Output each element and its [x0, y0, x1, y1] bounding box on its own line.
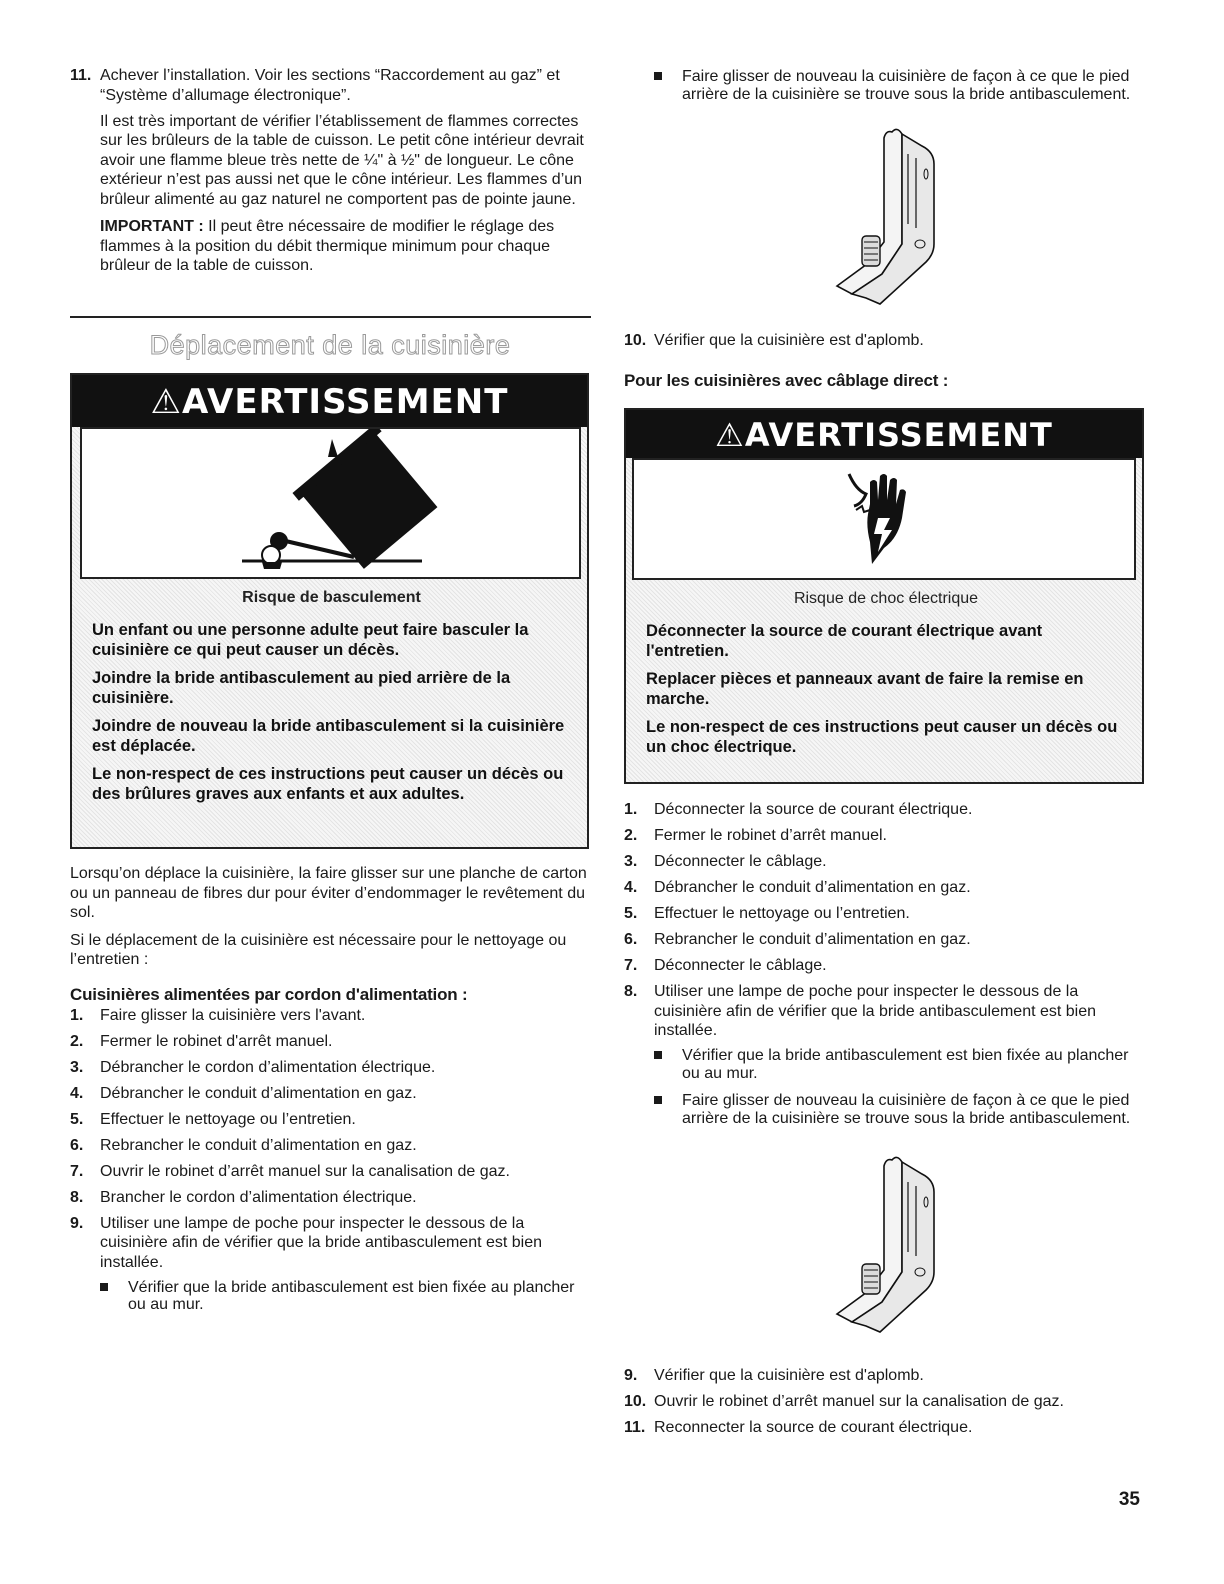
- bullet-text: Faire glisser de nouveau la cuisinière de façon à ce que le pied arrière de la cuisinière se trouve sous la bride antibasculement.: [682, 1092, 1131, 1127]
- electric-shock-icon: [634, 460, 1134, 578]
- step-11: [70, 66, 590, 105]
- right-column-top: [624, 68, 1144, 113]
- important-paragraph: [100, 217, 590, 276]
- step-number: 10.: [624, 1393, 647, 1410]
- bullet-item: [624, 1047, 1144, 1082]
- step-text: Effectuer le nettoyage ou l’entretien.: [654, 905, 910, 922]
- direct-wire-subheading: Pour les cuisinières avec câblage direct :: [624, 371, 949, 390]
- step-text: Achever l’installation. Voir les sections “Raccordement au gaz” et “Système d’allumage électronique”.: [100, 67, 560, 104]
- step-number: 4.: [70, 1084, 84, 1102]
- step-item: [624, 930, 1144, 950]
- move-paragraph: Lorsqu’on déplace la cuisinière, la faire glisser sur une planche de carton ou un panneau de fibres dur pour éviter d’endommager le revêtement du sol.: [70, 865, 587, 921]
- step-number: 10.: [624, 332, 647, 349]
- step-item: [70, 1084, 590, 1104]
- bullet-square: [100, 1283, 108, 1291]
- step-text: Reconnecter la source de courant électrique.: [654, 1419, 973, 1436]
- step-number: 11.: [624, 1419, 646, 1436]
- step-item: [624, 982, 1144, 1041]
- step-item: [624, 878, 1144, 898]
- warning-title: Risque de choc électrique: [793, 590, 979, 607]
- bullet-item: [624, 1092, 1144, 1127]
- cord-subheading: Cuisinières alimentées par cordon d'alimentation :: [70, 984, 468, 1004]
- tip-over-icon: [82, 429, 579, 577]
- bullet-square: [654, 1051, 662, 1059]
- step-item: [624, 826, 1144, 846]
- right-step-10: [624, 331, 1144, 357]
- warning-line: Déconnecter la source de courant électrique avant l'entretien.: [646, 622, 1043, 660]
- section-divider: [70, 316, 591, 318]
- step-text: Utiliser une lampe de poche pour inspecter le dessous de la cuisinière afin de vérifier que la bride antibasculement est bien installée.: [654, 983, 1097, 1039]
- warning-line: Replacer pièces et panneaux avant de faire la remise en marche.: [646, 670, 1084, 708]
- left-column-bottom: [70, 864, 590, 1324]
- bullet-text: Vérifier que la bride antibasculement est bien fixée au plancher ou au mur.: [128, 1278, 575, 1313]
- step-text: Vérifier que la cuisinière est d'aplomb.: [654, 1367, 924, 1384]
- bullet-text: Vérifier que la bride antibasculement est bien fixée au plancher ou au mur.: [682, 1047, 1129, 1082]
- step-text: Débrancher le conduit d’alimentation en gaz.: [100, 1084, 417, 1102]
- step-number: 3.: [624, 853, 638, 870]
- step-number: 3.: [70, 1058, 84, 1076]
- direct-wire-steps-list: [624, 800, 1144, 1041]
- bullet-square: [654, 72, 662, 80]
- step-item: [624, 1418, 1144, 1438]
- step-item: [70, 1110, 590, 1130]
- step-text: Faire glisser la cuisinière vers l'avant.: [100, 1006, 366, 1024]
- anti-tip-bracket-illustration: [822, 1152, 952, 1342]
- step-number: 8.: [70, 1188, 84, 1206]
- step-number: 2.: [624, 827, 638, 844]
- step-text: Rebrancher le conduit d’alimentation en gaz.: [654, 931, 971, 948]
- step-text: Ouvrir le robinet d’arrêt manuel sur la canalisation de gaz.: [654, 1393, 1064, 1410]
- step-text: Rebrancher le conduit d’alimentation en gaz.: [100, 1136, 417, 1154]
- right-column-steps: [624, 800, 1144, 1137]
- step-text: Vérifier que la cuisinière est d'aplomb.: [654, 332, 924, 349]
- step-item: [624, 1366, 1144, 1386]
- step-text: Débrancher le cordon d’alimentation électrique.: [100, 1058, 436, 1076]
- step-item: [624, 956, 1144, 976]
- flame-paragraph: Il est très important de vérifier l’établissement de flammes correctes sur les brûleurs de la table de cuisson. Le petit cône intérieur devrait avoir une flamme bleue très nette de ¼" à ½" de longueur. Le cône extérieur n’est pas aussi net que le cône intérieur. Les flammes d’un brûleur alimenté au gaz naturel ne comportent pas de pointe jaune.: [100, 112, 584, 208]
- section-title: Déplacement de la cuisinière: [149, 330, 511, 360]
- step-text: Brancher le cordon d’alimentation électrique.: [100, 1188, 417, 1206]
- step-number: 2.: [70, 1032, 84, 1050]
- step-number: 7.: [624, 957, 638, 974]
- step-number: 5.: [70, 1110, 84, 1128]
- step-item: [70, 1188, 590, 1208]
- step-number: 8.: [624, 983, 638, 1000]
- step-number: 6.: [624, 931, 638, 948]
- tip-over-pictogram: [80, 427, 581, 579]
- step-number: 9.: [70, 1214, 84, 1232]
- anti-tip-bracket-illustration: [822, 124, 952, 314]
- step-item: [70, 1058, 590, 1078]
- warning-line: Joindre la bride antibasculement au pied arrière de la cuisinière.: [92, 669, 511, 707]
- step-text: Déconnecter le câblage.: [654, 957, 827, 974]
- cord-steps-list: [70, 1006, 590, 1273]
- tip-over-warning: [70, 373, 589, 849]
- right-column-end-steps: [624, 1366, 1144, 1444]
- step-item: [70, 1214, 590, 1273]
- step-item: [624, 800, 1144, 820]
- step-number: 5.: [624, 905, 638, 922]
- final-steps-list: [624, 1366, 1144, 1438]
- left-column-top: [70, 66, 590, 284]
- step-item: [70, 1006, 590, 1026]
- step-item: [70, 1032, 590, 1052]
- step-number: 1.: [70, 1006, 84, 1024]
- step-number: 6.: [70, 1136, 84, 1154]
- bullet-item: [624, 68, 1144, 103]
- warning-title: Risque de basculement: [242, 589, 421, 606]
- step-text: Déconnecter la source de courant électrique.: [654, 801, 973, 818]
- warning-line: Un enfant ou une personne adulte peut faire basculer la cuisinière ce qui peut causer un décès.: [92, 621, 529, 659]
- warning-line: Le non-respect de ces instructions peut causer un décès ou un choc électrique.: [646, 718, 1118, 756]
- warning-line: Joindre de nouveau la bride antibasculement si la cuisinière est déplacée.: [92, 717, 565, 755]
- step-text: Effectuer le nettoyage ou l’entretien.: [100, 1110, 356, 1128]
- step-number: 9.: [624, 1367, 638, 1384]
- step-number: 4.: [624, 879, 638, 896]
- step-text: Fermer le robinet d’arrêt manuel.: [654, 827, 887, 844]
- important-label: IMPORTANT :: [100, 218, 204, 235]
- bullet-text: Faire glisser de nouveau la cuisinière de façon à ce que le pied arrière de la cuisinière se trouve sous la bride antibasculement.: [682, 68, 1131, 103]
- step-text: Débrancher le conduit d’alimentation en gaz.: [654, 879, 971, 896]
- step-item: [70, 1136, 590, 1156]
- bullet-square: [654, 1096, 662, 1104]
- step-number: 11.: [70, 67, 92, 84]
- step-text: Ouvrir le robinet d’arrêt manuel sur la canalisation de gaz.: [100, 1162, 510, 1180]
- step-item: [624, 1392, 1144, 1412]
- electric-shock-warning: [624, 408, 1144, 784]
- step-item: [624, 331, 1144, 351]
- step-text: Utiliser une lampe de poche pour inspecter le dessous de la cuisinière afin de vérifier que la bride antibasculement est bien installée.: [100, 1214, 543, 1271]
- step-item: [624, 904, 1144, 924]
- shock-pictogram: [632, 458, 1136, 580]
- important-text: Il peut être nécessaire de modifier le réglage des flammes à la position du débit thermique minimum pour chaque brûleur de la table de cuisson.: [100, 218, 555, 274]
- step-item: [70, 1162, 590, 1182]
- warning-header: ⚠AVERTISSEMENT: [72, 375, 587, 427]
- warning-header: ⚠AVERTISSEMENT: [626, 410, 1142, 458]
- page-number: 35: [1118, 1489, 1140, 1510]
- step-text: Fermer le robinet d'arrêt manuel.: [100, 1032, 333, 1050]
- bullet-item: [70, 1279, 590, 1314]
- step-number: 1.: [624, 801, 638, 818]
- step-number: 7.: [70, 1162, 84, 1180]
- move-paragraph-2: Si le déplacement de la cuisinière est nécessaire pour le nettoyage ou l’entretien :: [70, 931, 567, 968]
- warning-line: Le non-respect de ces instructions peut causer un décès ou des brûlures graves aux enfants et aux adultes.: [92, 765, 564, 803]
- step-item: [624, 852, 1144, 872]
- step-text: Déconnecter le câblage.: [654, 853, 827, 870]
